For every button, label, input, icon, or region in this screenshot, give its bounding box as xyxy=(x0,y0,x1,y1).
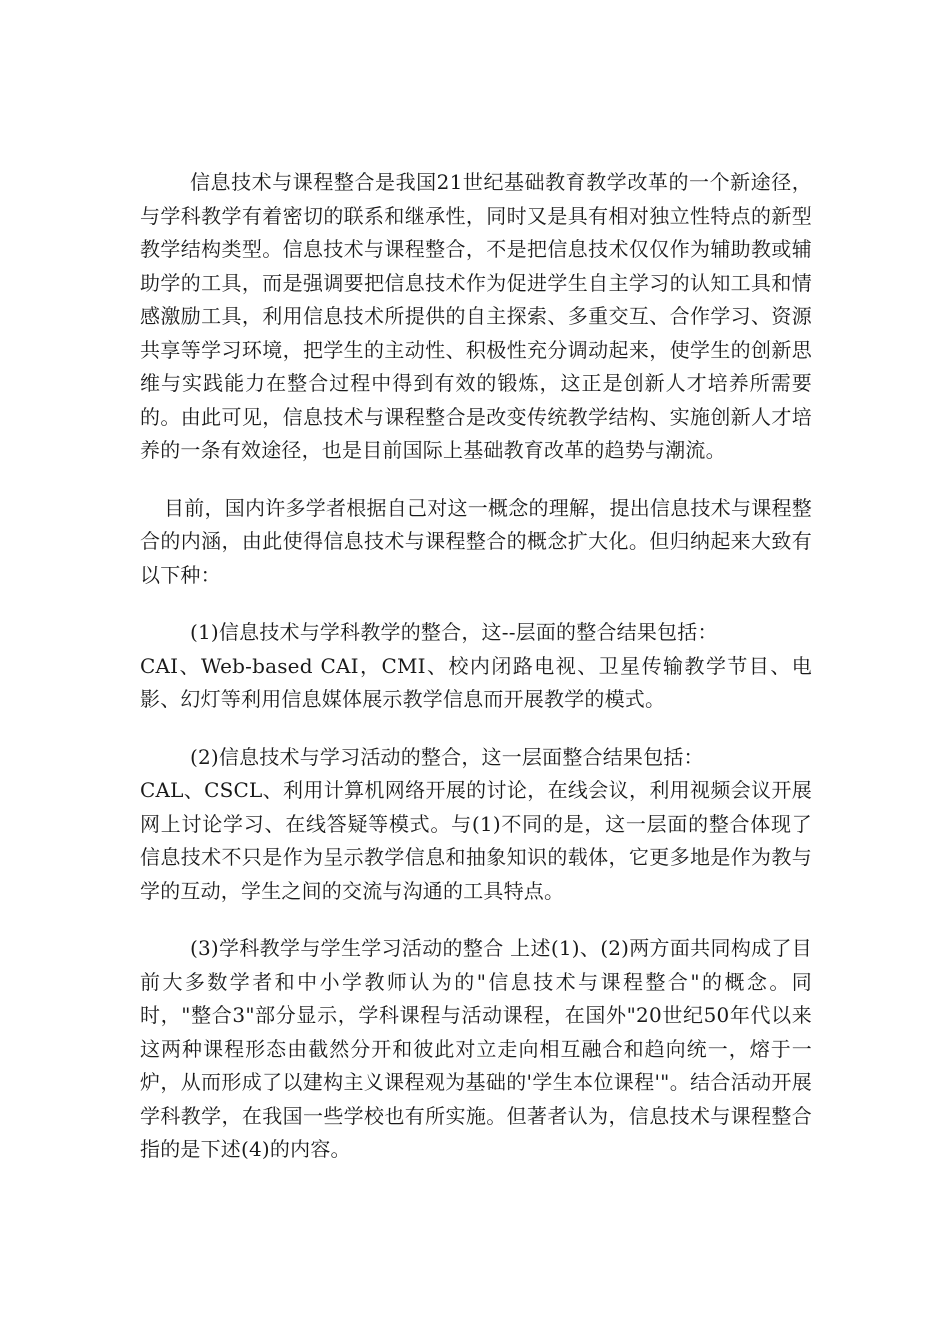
paragraph-gap xyxy=(140,468,812,492)
paragraph-gap xyxy=(140,592,812,616)
paragraph-gap xyxy=(140,717,812,741)
paragraph-item-2-heading: (2)信息技术与学习活动的整合，这一层面整合结果包括： xyxy=(190,744,704,769)
paragraph-item-3: (3)学科教学与学生学习活动的整合 上述(1)、(2)两方面共同构成了目前大多数学者和中小学教师认为的"信息技术与课程整合"的概念。同时，"整合3"部分显示，学科课程与活动课程，在国外"20世纪50年代以来这两种课程形态由截然分开和彼此对立走向相互融合和趋向统一，熔于一炉，从而形成了以建构主义课程观为基础的'学生本位课程'"。结合活动开展学科教学，在我国一些学校也有所实施。但著者认为，信息技术与课程整合指的是下述(4)的内容。 xyxy=(140,936,812,1161)
document-body xyxy=(140,166,812,1167)
paragraph-item-1-body: CAI、Web-based CAI，CMI、校内闭路电视、卫星传输教学节目、电影、幻灯等利用信息媒体展示教学信息而开展教学的模式。 xyxy=(140,653,812,711)
paragraph-item-1-heading: (1)信息技术与学科教学的整合，这--层面的整合结果包括： xyxy=(190,620,718,644)
paragraph-gap xyxy=(140,908,812,932)
paragraph-intro: 信息技术与课程整合是我国21世纪基础教育教学改革的一个新途径，与学科教学有着密切的联系和继承性，同时又是具有相对独立性特点的新型教学结构类型。信息技术与课程整合，不是把信息技术仅仅作为辅助教或辅助学的工具，而是强调要把信息技术作为促进学生自主学习的认知工具和情感激励工具，利用信息技术所提供的自主探索、多重交互、合作学习、资源共享等学习环境，把学生的主动性、积极性充分调动起来，使学生的创新思维与实践能力在整合过程中得到有效的锻炼，这正是创新人才培养所需要的。由此可见，信息技术与课程整合是改变传统教学结构、实施创新人才培养的一条有效途径，也是目前国际上基础教育改革的趋势与潮流。 xyxy=(140,170,812,462)
paragraph-current-views: 目前，国内许多学者根据自己对这一概念的理解，提出信息技术与课程整合的内涵，由此使得信息技术与课程整合的概念扩大化。但归纳起来大致有以下种： xyxy=(140,495,812,587)
paragraph-item-2-body: CAL、CSCL、利用计算机网络开展的讨论，在线会议，利用视频会议开展网上讨论学习、在线答疑等模式。与(1)不同的是，这一层面的整合体现了信息技术不只是作为呈示教学信息和抽象知识的载体，它更多地是作为教与学的互动，学生之间的交流与沟通的工具特点。 xyxy=(140,778,812,903)
